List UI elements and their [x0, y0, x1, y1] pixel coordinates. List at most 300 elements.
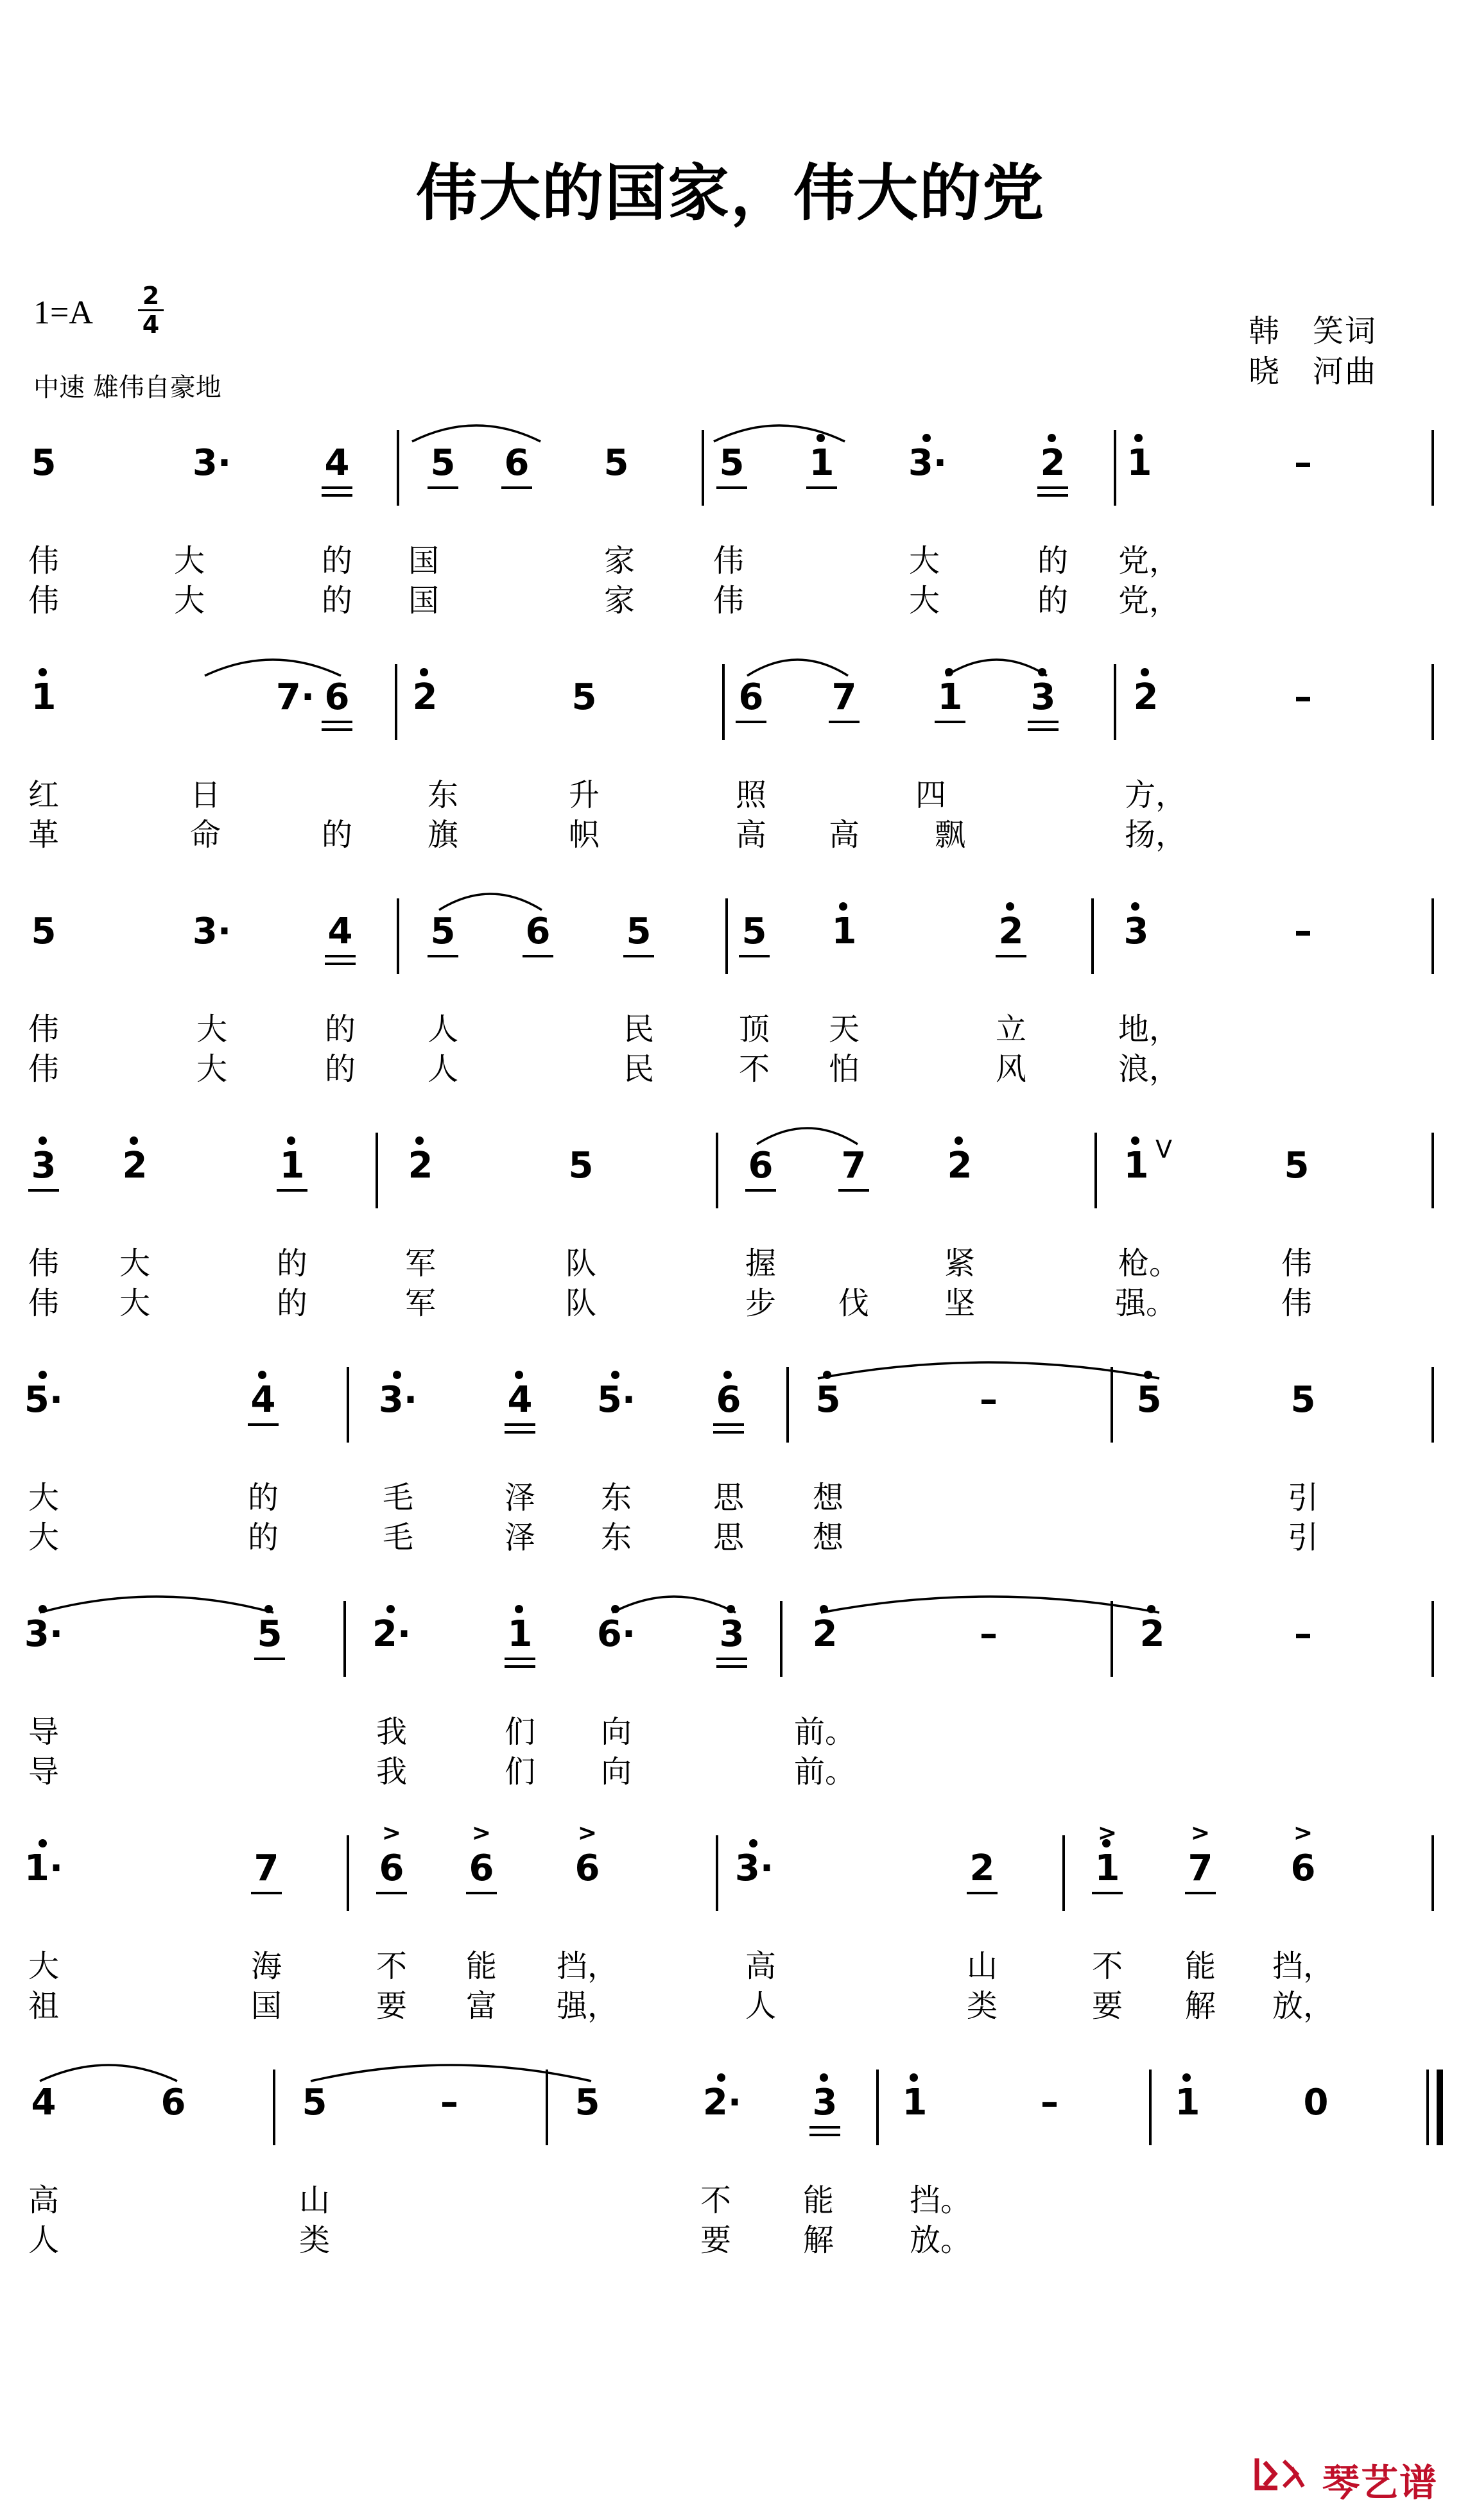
- slur: [815, 1350, 1162, 1382]
- lyric-syllable-verse-2: 大: [173, 583, 205, 619]
- duration-underline: [501, 486, 532, 489]
- accent-mark: >: [577, 1820, 598, 1846]
- duration-underline: [1092, 1892, 1123, 1894]
- lyricist-credit: 韩 笑词: [1249, 313, 1378, 349]
- lyric-syllable-verse-1: 天: [828, 1011, 860, 1047]
- lyric-syllable-verse-1: 山: [966, 1948, 998, 1984]
- lyric-syllable-verse-1: 挡，: [1272, 1948, 1334, 1984]
- lyric-syllable-verse-1: 家: [603, 543, 635, 579]
- high-octave-dot: [1141, 668, 1149, 676]
- note: 1: [1123, 1145, 1149, 1187]
- lyric-syllable-verse-2: 步: [745, 1285, 776, 1321]
- note: 2: [1040, 442, 1066, 484]
- duration-underline: [466, 1892, 497, 1894]
- note: 3: [1123, 911, 1149, 952]
- note: 2·: [372, 1613, 411, 1655]
- note: 1: [831, 911, 857, 952]
- lyric-syllable-verse-1: 我: [376, 1714, 407, 1750]
- lyric-syllable-verse-1: 伟: [713, 543, 744, 579]
- lyric-syllable-verse-2: 坚: [944, 1285, 975, 1321]
- note: 2: [947, 1145, 973, 1187]
- duration-underline: [745, 1189, 776, 1192]
- note: 4: [250, 1379, 276, 1421]
- note: 1·: [24, 1847, 64, 1889]
- note: 5: [568, 1145, 594, 1187]
- lyric-syllable-verse-2: 扬，: [1124, 817, 1186, 853]
- duration-underline: [325, 955, 356, 957]
- lyric-syllable-verse-2: 人: [427, 1051, 458, 1087]
- note: 4: [31, 2082, 56, 2123]
- lyric-syllable-verse-2: 国: [408, 583, 439, 619]
- high-octave-dot: [1182, 2073, 1191, 2082]
- lyric-syllable-verse-2: 毛: [382, 1520, 413, 1556]
- lyric-syllable-verse-2: 大: [196, 1051, 227, 1087]
- lyric-syllable-verse-2: 家: [603, 583, 635, 619]
- note: 1: [1127, 442, 1152, 484]
- lyric-syllable-verse-1: 伟: [28, 1011, 59, 1047]
- duration-underline: [322, 721, 352, 723]
- lyric-syllable-verse-2: 强。: [1114, 1285, 1177, 1321]
- bar-line: [1091, 898, 1094, 974]
- lyric-syllable-verse-2: 放，: [1272, 1988, 1334, 2024]
- lyric-syllable-verse-1: 想: [812, 1480, 843, 1516]
- note: 5·: [596, 1379, 636, 1421]
- bar-line: [876, 2070, 879, 2145]
- slur: [818, 1584, 1162, 1616]
- lyric-syllable-verse-1: 大: [28, 1948, 59, 1984]
- note: 3: [1030, 676, 1056, 718]
- bar-line: [397, 898, 399, 974]
- note: 7·: [275, 676, 315, 718]
- lyric-syllable-verse-2: 祖: [28, 1988, 59, 2024]
- time-denominator: 4: [142, 311, 160, 339]
- lyric-syllable-verse-1: 党，: [1118, 543, 1180, 579]
- note: 5: [302, 2082, 327, 2123]
- bar-line: [273, 2070, 275, 2145]
- note: 2: [1133, 676, 1159, 718]
- high-octave-dot: [717, 2073, 725, 2082]
- note: 7: [831, 676, 857, 718]
- bar-line: [1431, 898, 1434, 974]
- high-octave-dot: [515, 1605, 523, 1613]
- lyric-syllable-verse-2: 引: [1287, 1520, 1318, 1556]
- note: 3·: [734, 1847, 774, 1889]
- duration-underline: [809, 2126, 840, 2129]
- lyric-syllable-verse-1: 立: [995, 1011, 1026, 1047]
- bar-line: [397, 430, 399, 506]
- slur: [410, 413, 543, 445]
- bar-line: [1431, 1601, 1434, 1677]
- bar-line: [1431, 1133, 1434, 1208]
- lyric-syllable-verse-1: 伟: [28, 543, 59, 579]
- note: 5: [603, 442, 629, 484]
- lyric-syllable-verse-2: 大: [908, 583, 940, 619]
- lyric-syllable-verse-1: 人: [427, 1011, 458, 1047]
- lyric-syllable-verse-2: 东: [600, 1520, 632, 1556]
- duration-underline: [1028, 728, 1059, 731]
- high-octave-dot: [39, 1371, 47, 1379]
- lyric-syllable-verse-2: 强，: [556, 1988, 618, 2024]
- lyric-syllable-verse-1: 地，: [1118, 1011, 1180, 1047]
- bar-line: [1114, 664, 1116, 740]
- note: 4: [324, 442, 350, 484]
- note: –: [1294, 676, 1312, 718]
- duration-underline: [254, 1658, 285, 1660]
- lyric-syllable-verse-2: 想: [812, 1520, 843, 1556]
- lyric-syllable-verse-2: 导: [28, 1754, 59, 1790]
- duration-underline: [28, 1189, 59, 1192]
- duration-underline: [716, 486, 747, 489]
- slur: [754, 1116, 860, 1148]
- lyric-syllable-verse-2: 旗: [427, 817, 458, 853]
- note: 2: [812, 1613, 838, 1655]
- duration-underline: [1028, 721, 1059, 723]
- lyric-syllable-verse-1: 能: [465, 1948, 497, 1984]
- high-octave-dot: [420, 668, 428, 676]
- lyric-syllable-verse-1: 挡。: [909, 2182, 971, 2218]
- bar-line: [1062, 1835, 1065, 1911]
- high-octave-dot: [393, 1371, 401, 1379]
- note: –: [1294, 911, 1312, 952]
- lyric-syllable-verse-1: 军: [404, 1246, 436, 1281]
- note: 6: [738, 676, 764, 718]
- slur: [711, 413, 847, 445]
- note: 3·: [192, 911, 232, 952]
- lyric-syllable-verse-2: 泽: [504, 1520, 535, 1556]
- note: 2: [1139, 1613, 1165, 1655]
- lyric-syllable-verse-1: 四: [915, 777, 946, 813]
- lyric-syllable-verse-1: 挡，: [556, 1948, 618, 1984]
- note: 3·: [908, 442, 947, 484]
- slur: [610, 1584, 738, 1616]
- bar-line: [1431, 1835, 1434, 1911]
- duration-underline: [713, 1423, 744, 1426]
- note: 5: [575, 2082, 600, 2123]
- note: 1: [279, 1145, 305, 1187]
- duration-underline: [838, 1189, 869, 1192]
- lyric-syllable-verse-1: 大: [908, 543, 940, 579]
- note: 5: [1136, 1379, 1162, 1421]
- note: 4: [507, 1379, 533, 1421]
- lyric-syllable-verse-1: 大: [173, 543, 205, 579]
- lyric-syllable-verse-1: 东: [600, 1480, 632, 1516]
- accent-mark: >: [1190, 1820, 1211, 1846]
- lyric-syllable-verse-1: 泽: [504, 1480, 535, 1516]
- accent-mark: >: [1097, 1820, 1118, 1846]
- bar-line: [702, 430, 704, 506]
- lyric-syllable-verse-2: 要: [376, 1988, 407, 2024]
- high-octave-dot: [611, 1371, 619, 1379]
- lyric-syllable-verse-1: 顶: [738, 1011, 770, 1047]
- lyric-syllable-verse-1: 高: [745, 1948, 776, 1984]
- lyric-syllable-verse-2: 帜: [568, 817, 600, 853]
- note: 5: [430, 911, 456, 952]
- note: 6: [379, 1847, 404, 1889]
- lyric-syllable-verse-1: 不: [376, 1948, 407, 1984]
- duration-underline: [251, 1892, 282, 1894]
- bar-line: [1149, 2070, 1152, 2145]
- duration-underline: [505, 1431, 535, 1434]
- note: 2: [969, 1847, 995, 1889]
- duration-underline: [376, 1892, 407, 1894]
- note: 1: [31, 676, 56, 718]
- time-numerator: 2: [138, 282, 164, 311]
- lyric-syllable-verse-1: 方，: [1124, 777, 1186, 813]
- lyric-syllable-verse-2: 革: [28, 817, 59, 853]
- duration-underline: [277, 1189, 307, 1192]
- high-octave-dot: [39, 1136, 47, 1145]
- slur: [437, 882, 544, 914]
- note: 3: [719, 1613, 745, 1655]
- duration-underline: [739, 955, 770, 957]
- key-signature: 1=A: [33, 295, 93, 331]
- note: 6: [748, 1145, 774, 1187]
- lyric-syllable-verse-2: 的: [247, 1520, 279, 1556]
- lyric-syllable-verse-1: 枪。: [1118, 1246, 1180, 1281]
- lyric-syllable-verse-1: 大: [196, 1011, 227, 1047]
- lyric-syllable-verse-2: 类: [298, 2222, 330, 2258]
- lyric-syllable-verse-1: 握: [745, 1246, 776, 1281]
- lyric-syllable-verse-2: 人: [745, 1988, 776, 2024]
- lyric-syllable-verse-1: 紧: [944, 1246, 975, 1281]
- duration-underline: [996, 955, 1026, 957]
- note: 5: [815, 1379, 841, 1421]
- lyric-syllable-verse-2: 伟: [28, 1285, 59, 1321]
- composer-credit: 晓 河曲: [1249, 354, 1378, 390]
- note: 6: [525, 911, 551, 952]
- lyric-syllable-verse-1: 队: [565, 1246, 596, 1281]
- duration-underline: [716, 1658, 747, 1660]
- lyric-syllable-verse-1: 民: [623, 1011, 654, 1047]
- note: 3·: [378, 1379, 418, 1421]
- lyric-syllable-verse-1: 们: [504, 1714, 535, 1750]
- note: 3: [812, 2082, 838, 2123]
- lyric-syllable-verse-2: 放。: [909, 2222, 971, 2258]
- lyric-syllable-verse-1: 向: [600, 1714, 632, 1750]
- duration-underline: [716, 1665, 747, 1668]
- duration-underline: [505, 1658, 535, 1660]
- high-octave-dot: [258, 1371, 266, 1379]
- high-octave-dot: [415, 1136, 424, 1145]
- note: 5: [257, 1613, 282, 1655]
- high-octave-dot: [130, 1136, 138, 1145]
- bar-line: [716, 1133, 718, 1208]
- slur: [944, 647, 1050, 680]
- lyric-syllable-verse-1: 东: [427, 777, 458, 813]
- note: –: [980, 1379, 998, 1421]
- bar-line: [722, 664, 725, 740]
- lyric-syllable-verse-1: 能: [1184, 1948, 1216, 1984]
- note: 2: [998, 911, 1024, 952]
- accent-mark: >: [471, 1820, 492, 1846]
- lyric-syllable-verse-2: 伟: [28, 1051, 59, 1087]
- accent-mark: >: [1293, 1820, 1313, 1846]
- bar-line: [725, 898, 728, 974]
- note: 7: [841, 1145, 867, 1187]
- high-octave-dot: [1006, 902, 1014, 911]
- bar-line: [1431, 664, 1434, 740]
- high-octave-dot: [1134, 434, 1143, 442]
- lyric-syllable-verse-1: 导: [28, 1714, 59, 1750]
- duration-underline: [428, 955, 458, 957]
- lyric-syllable-verse-1: 海: [250, 1948, 282, 1984]
- duration-underline: [806, 486, 837, 489]
- duration-underline: [829, 721, 860, 723]
- note: 6: [716, 1379, 741, 1421]
- duration-underline: [967, 1892, 998, 1894]
- note: 5: [31, 442, 56, 484]
- high-octave-dot: [922, 434, 931, 442]
- note: 5·: [24, 1379, 64, 1421]
- note: 0: [1303, 2082, 1329, 2123]
- high-octave-dot: [39, 1839, 47, 1847]
- note: 2: [412, 676, 438, 718]
- lyric-syllable-verse-1: 引: [1287, 1480, 1318, 1516]
- lyric-syllable-verse-2: 要: [700, 2222, 731, 2258]
- note: 2·: [702, 2082, 742, 2123]
- note: 5: [1284, 1145, 1310, 1187]
- slur: [37, 1584, 276, 1616]
- duration-underline: [505, 1665, 535, 1668]
- note: 6·: [596, 1613, 636, 1655]
- lyric-syllable-verse-1: 伟: [28, 1246, 59, 1281]
- slur: [202, 647, 343, 680]
- note: 2: [408, 1145, 433, 1187]
- note: –: [980, 1613, 998, 1655]
- lyric-syllable-verse-2: 高: [735, 817, 766, 853]
- note: 5: [1290, 1379, 1316, 1421]
- lyric-syllable-verse-1: 高: [28, 2182, 59, 2218]
- lyric-syllable-verse-2: 伐: [838, 1285, 869, 1321]
- lyric-syllable-verse-2: 们: [504, 1754, 535, 1790]
- lyric-syllable-verse-1: 红: [28, 777, 59, 813]
- note: 6: [575, 1847, 600, 1889]
- lyric-syllable-verse-1: 能: [802, 2182, 834, 2218]
- accent-mark: >: [381, 1820, 402, 1846]
- lyric-syllable-verse-2: 不: [738, 1051, 770, 1087]
- lyric-syllable-verse-2: 的: [321, 817, 352, 853]
- lyric-syllable-verse-1: 的: [324, 1011, 356, 1047]
- note: 2: [122, 1145, 148, 1187]
- lyric-syllable-verse-1: 的: [247, 1480, 279, 1516]
- note: 7: [1188, 1847, 1213, 1889]
- lyric-syllable-verse-2: 命: [189, 817, 221, 853]
- lyric-syllable-verse-2: 民: [623, 1051, 654, 1087]
- high-octave-dot: [1131, 902, 1139, 911]
- note: 1: [937, 676, 963, 718]
- bar-line: [376, 1133, 378, 1208]
- lyric-syllable-verse-1: 大: [119, 1246, 150, 1281]
- lyric-syllable-verse-1: 思: [713, 1480, 744, 1516]
- lyric-syllable-verse-1: 日: [189, 777, 221, 813]
- lyric-syllable-verse-1: 的: [321, 543, 352, 579]
- note: 5: [741, 911, 767, 952]
- high-octave-dot: [955, 1136, 963, 1145]
- bar-line: [347, 1835, 349, 1911]
- high-octave-dot: [1131, 1136, 1139, 1145]
- high-octave-dot: [910, 2073, 918, 2082]
- lyric-syllable-verse-1: 前。: [793, 1714, 856, 1750]
- note: 6: [324, 676, 350, 718]
- lyric-syllable-verse-2: 大: [119, 1285, 150, 1321]
- slur: [308, 2053, 594, 2085]
- note: 6: [1290, 1847, 1316, 1889]
- note: 1: [1094, 1847, 1120, 1889]
- lyric-syllable-verse-2: 风: [995, 1051, 1026, 1087]
- high-octave-dot: [820, 2073, 828, 2082]
- lyric-syllable-verse-2: 解: [802, 2222, 834, 2258]
- lyric-syllable-verse-2: 富: [465, 1988, 497, 2024]
- tempo-marking: 中速 雄伟自豪地: [33, 373, 221, 402]
- high-octave-dot: [39, 668, 47, 676]
- duration-underline: [935, 721, 965, 723]
- lyric-syllable-verse-2: 伟: [713, 583, 744, 619]
- high-octave-dot: [723, 1371, 732, 1379]
- note: 1: [507, 1613, 533, 1655]
- note: 6: [160, 2082, 186, 2123]
- note: 5: [719, 442, 745, 484]
- duration-underline: [1037, 486, 1068, 489]
- lyric-syllable-verse-2: 怕: [828, 1051, 860, 1087]
- lyric-syllable-verse-1: 国: [408, 543, 439, 579]
- bar-line: [343, 1601, 346, 1677]
- lyric-syllable-verse-1: 毛: [382, 1480, 413, 1516]
- lyric-syllable-verse-2: 大: [28, 1520, 59, 1556]
- note: 6: [469, 1847, 494, 1889]
- lyric-syllable-verse-2: 解: [1184, 1988, 1216, 2024]
- watermark-text: 琴艺谱: [1322, 2461, 1439, 2505]
- slur: [745, 647, 851, 680]
- lyric-syllable-verse-2: 党，: [1118, 583, 1180, 619]
- lyric-syllable-verse-2: 思: [713, 1520, 744, 1556]
- bar-line: [347, 1367, 349, 1443]
- lyric-syllable-verse-1: 不: [700, 2182, 731, 2218]
- lyric-syllable-verse-2: 浪，: [1118, 1051, 1180, 1087]
- note: 7: [254, 1847, 279, 1889]
- lyric-syllable-verse-2: 类: [966, 1988, 998, 2024]
- lyric-syllable-verse-2: 前。: [793, 1754, 856, 1790]
- song-title: 伟大的国家，伟大的党: [416, 157, 1045, 229]
- lyric-syllable-verse-1: 伟: [1281, 1246, 1312, 1281]
- lyric-syllable-verse-2: 向: [600, 1754, 632, 1790]
- high-octave-dot: [515, 1371, 523, 1379]
- high-octave-dot: [287, 1136, 295, 1145]
- note: 1: [1175, 2082, 1200, 2123]
- duration-underline: [322, 728, 352, 731]
- lyric-syllable-verse-1: 山: [298, 2182, 330, 2218]
- duration-underline: [736, 721, 766, 723]
- note: 4: [327, 911, 353, 952]
- lyric-syllable-verse-2: 飘: [934, 817, 965, 853]
- bar-line: [395, 664, 397, 740]
- high-octave-dot: [1048, 434, 1056, 442]
- slur: [37, 2053, 180, 2085]
- duration-underline: [322, 494, 352, 497]
- duration-underline: [713, 1431, 744, 1434]
- duration-underline: [523, 955, 553, 957]
- duration-underline: [248, 1423, 279, 1426]
- note: 6: [504, 442, 530, 484]
- note: –: [1294, 1613, 1312, 1655]
- bar-line: [716, 1835, 718, 1911]
- bar-line: [786, 1367, 789, 1443]
- bar-line: [1431, 1367, 1434, 1443]
- note: –: [1294, 442, 1312, 484]
- note: 5: [430, 442, 456, 484]
- lyric-syllable-verse-2: 人: [28, 2222, 59, 2258]
- note: 1: [809, 442, 834, 484]
- final-bar-line: [1437, 2070, 1443, 2145]
